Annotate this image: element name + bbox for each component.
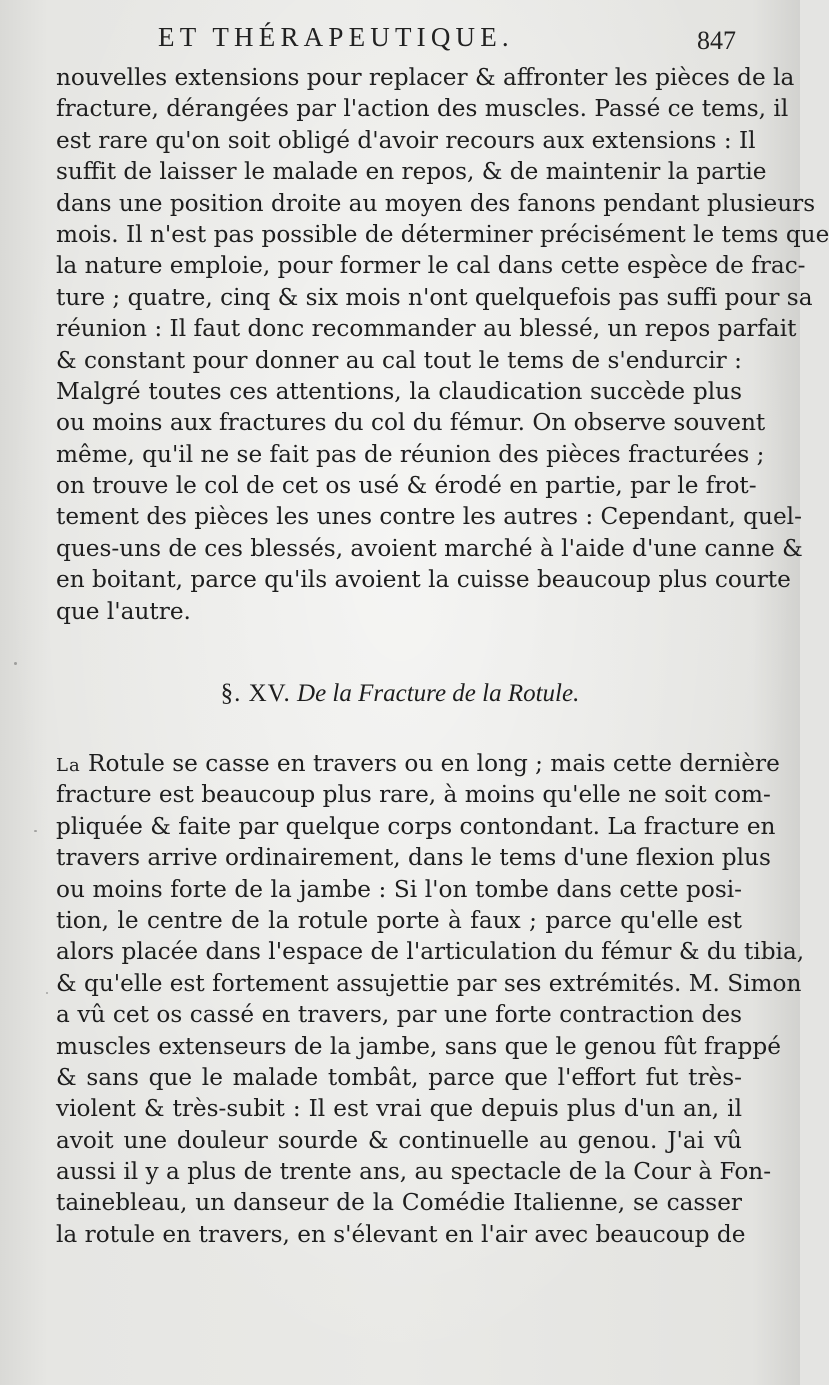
- paragraph-fracture-col-femur: [56, 62, 829, 627]
- page-number: 847: [697, 26, 736, 55]
- text-line: tion, le centre de la rotule porte à faux ; parce qu'elle est: [56, 906, 742, 934]
- paper-speck: [34, 830, 37, 832]
- paper-speck: [14, 662, 17, 665]
- text-line: la rotule en travers, en s'élevant en l'air avec beaucoup de: [56, 1220, 746, 1248]
- text-line: & sans que le malade tombât, parce que l'effort fut très-: [56, 1063, 742, 1091]
- section-heading: [0, 680, 800, 708]
- running-title: ET THÉRAPEUTIQUE.: [158, 22, 514, 52]
- text-line: tainebleau, un danseur de la Comédie Italienne, se casser: [56, 1189, 742, 1217]
- text-line: que l'autre.: [56, 597, 191, 625]
- text-line: en boitant, parce qu'ils avoient la cuisse beaucoup plus courte: [56, 566, 791, 594]
- text-line: travers arrive ordinairement, dans le tems d'une flexion plus: [56, 844, 771, 872]
- text-line: a vû cet os cassé en travers, par une forte contraction des: [56, 1001, 742, 1029]
- text-line: & qu'elle est fortement assujettie par ses extrémités. M. Simon: [56, 969, 802, 997]
- text-line: & constant pour donner au cal tout le tems de s'endurcir :: [56, 346, 742, 374]
- text-line: ques-uns de ces blessés, avoient marché à l'aide d'une canne &: [56, 534, 803, 562]
- text-line: ou moins forte de la jambe : Si l'on tombe dans cette posi-: [56, 875, 742, 903]
- text-line: on trouve le col de cet os usé & érodé en partie, par le frot-: [56, 472, 757, 500]
- text-line: alors placée dans l'espace de l'articulation du fémur & du tibia,: [56, 938, 805, 966]
- text-line: muscles extenseurs de la jambe, sans que le genou fût frappé: [56, 1032, 781, 1060]
- text-line: ture ; quatre, cinq & six mois n'ont quelquefois pas suffi pour sa: [56, 283, 813, 311]
- section-title: De la Fracture de la Rotule.: [297, 680, 580, 707]
- text-line-rest: Rotule se casse en travers ou en long ; mais cette dernière: [80, 750, 780, 777]
- text-line: mois. Il n'est pas possible de déterminer précisément le tems que: [56, 220, 829, 248]
- text-line: dans une position droite au moyen des fanons pendant plusieurs: [56, 189, 816, 217]
- text-line: suffit de laisser le malade en repos, & de maintenir la partie: [56, 158, 767, 186]
- text-line: la nature emploie, pour former le cal dans cette espèce de frac-: [56, 252, 806, 280]
- text-line: est rare qu'on soit obligé d'avoir recours aux extensions : Il: [56, 126, 756, 154]
- text-line: même, qu'il ne se fait pas de réunion des pièces fracturées ;: [56, 440, 765, 468]
- text-line: violent & très-subit : Il est vrai que depuis plus d'un an, il: [56, 1095, 742, 1123]
- text-line: nouvelles extensions pour replacer & affronter les pièces de la: [56, 64, 795, 91]
- text-line: tement des pièces les unes contre les autres : Cependant, quel-: [56, 503, 802, 531]
- text-line: fracture, dérangées par l'action des muscles. Passé ce tems, il: [56, 95, 789, 123]
- text-line-first: [56, 748, 780, 779]
- paragraph-fracture-rotule: [56, 748, 805, 1250]
- text-line: Malgré toutes ces attentions, la claudication succède plus: [56, 377, 742, 405]
- text-line: réunion : Il faut donc recommander au blessé, un repos parfait: [56, 315, 797, 343]
- running-head: [0, 22, 800, 62]
- text-line: ou moins aux fractures du col du fémur. On observe souvent: [56, 409, 766, 437]
- text-line: avoit une douleur sourde & continuelle au genou. J'ai vû: [56, 1126, 742, 1154]
- text-line: aussi il y a plus de trente ans, au spectacle de la Cour à Fon-: [56, 1158, 772, 1186]
- paper-speck: [46, 992, 48, 994]
- lead-small-caps: La: [56, 755, 81, 776]
- text-line: pliquée & faite par quelque corps contondant. La fracture en: [56, 812, 776, 840]
- section-number: §. XV.: [220, 680, 291, 707]
- text-line: fracture est beaucoup plus rare, à moins qu'elle ne soit com-: [56, 781, 771, 809]
